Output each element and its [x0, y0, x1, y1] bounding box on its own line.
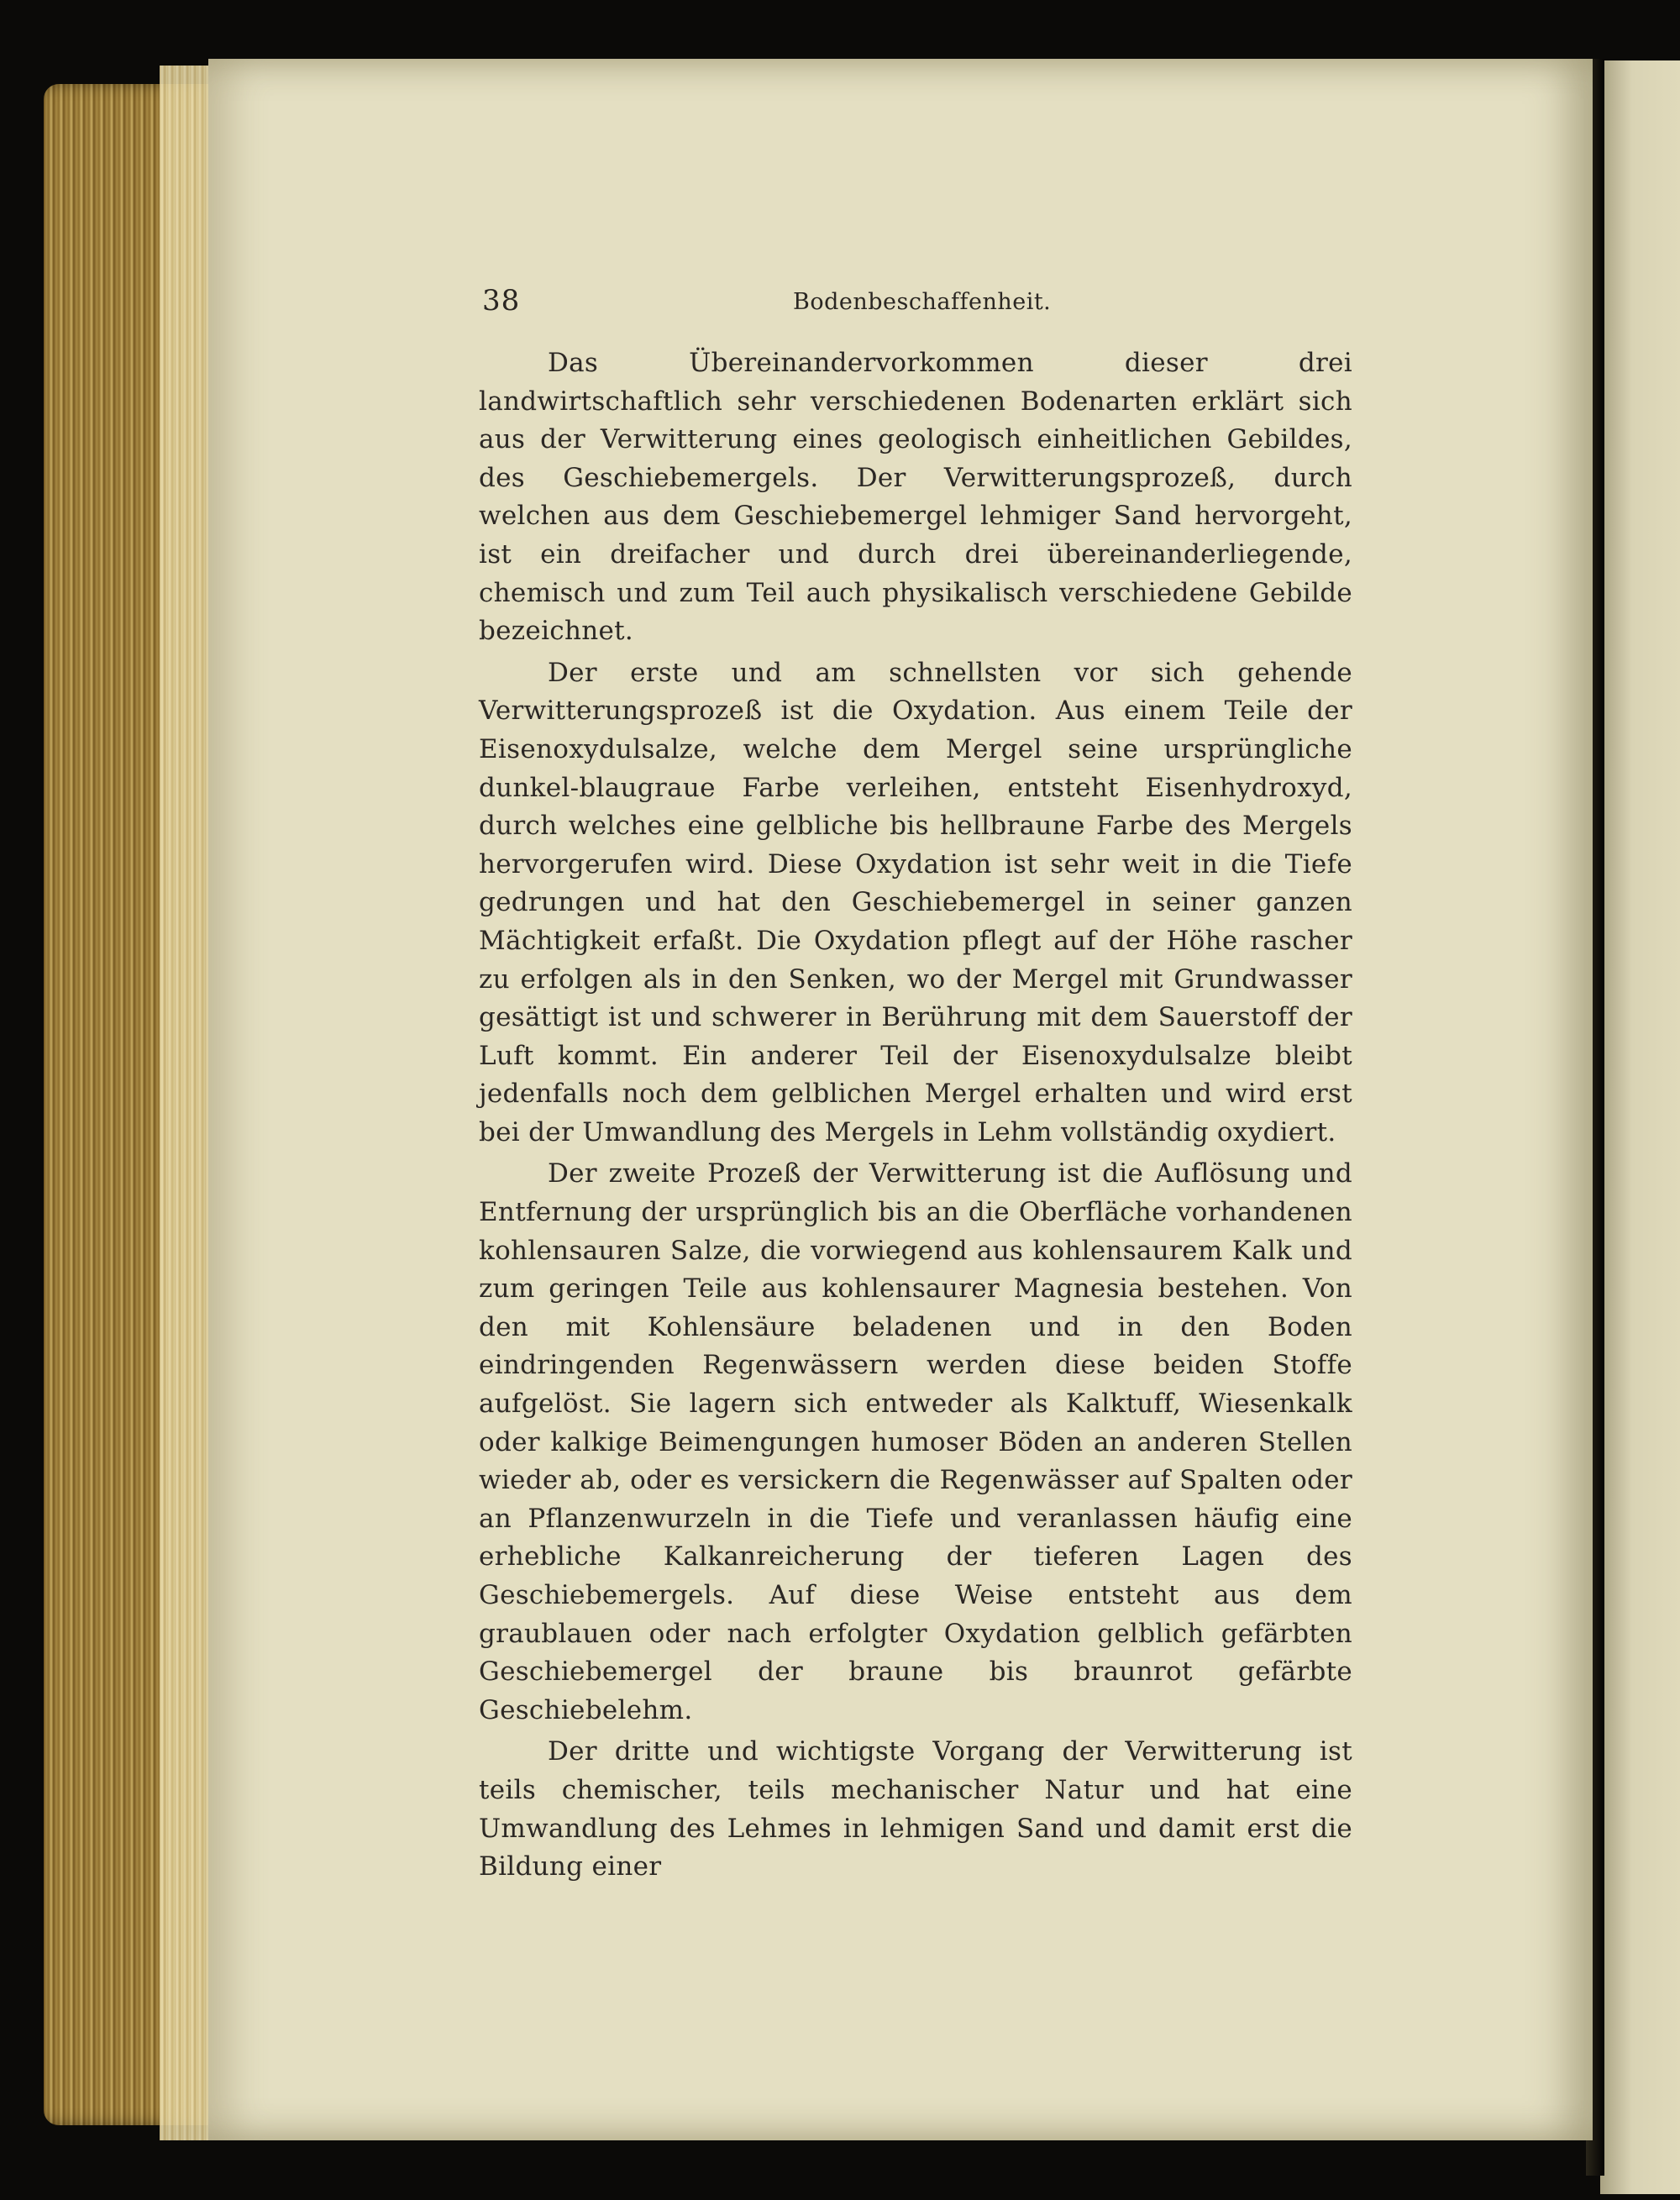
running-head: Bodenbeschaffenheit.: [793, 289, 1052, 315]
facing-page-edge: [1600, 60, 1680, 2194]
page-header: [475, 284, 1357, 324]
paragraph-1: Das Übereinandervorkommen dieser drei landwirtschaftlich sehr verschiedenen Bodenarten erklärt sich aus der Verwitterung eines geologisch einheitlichen Gebildes, des Geschiebemergels. Der Verwitterungsprozeß, durch welchen aus dem Geschiebemergel lehmiger Sand hervorgeht, ist ein dreifacher und durch drei übereinanderliegende, chemisch und zum Teil auch physikalisch verschiedene Gebilde bezeichnet.: [479, 348, 1352, 647]
body-text: [479, 344, 1352, 1890]
page-number: 38: [482, 284, 521, 318]
paragraph-3: Der zweite Prozeß der Verwitterung ist die Auflösung und Entfernung der ursprünglich bis an die Oberfläche vorhandenen kohlensauren Salze, die vorwiegend aus kohlensaurem Kalk und zum geringen Teile aus kohlensaurer Magnesia bestehen. Von den mit Kohlensäure beladenen und in den Boden eindringenden Regenwässern werden diese beiden Stoffe aufgelöst. Sie lagern sich entweder als Kalktuff, Wiesenkalk oder kalkige Beimengungen humoser Böden an anderen Stellen wieder ab, oder es versickern die Regenwässer auf Spalten oder an Pflanzenwurzeln in die Tiefe und veranlassen häufig eine erhebliche Kalkanreicherung der tieferen Lagen des Geschiebemergels. Auf diese Weise entsteht aus dem graublauen oder nach erfolgter Oxydation gelblich gefärbten Geschiebemergel der braune bis braunrot gefärbte Geschiebelehm.: [479, 1158, 1352, 1725]
paragraph-4: Der dritte und wichtigste Vorgang der Verwitterung ist teils chemischer, teils mechanischer Natur und hat eine Umwandlung des Lehmes in lehmigen Sand und damit erst die Bildung einer: [479, 1736, 1352, 1882]
book-page-edges-light: [160, 66, 210, 2140]
paragraph-2: Der erste und am schnellsten vor sich gehende Verwitterungsprozeß ist die Oxydation. Aus einem Teile der Eisenoxydulsalze, welche dem Mergel seine ursprüngliche dunkel-blaugraue Farbe verleihen, entsteht Eisenhydroxyd, durch welches eine gelbliche bis hellbraune Farbe des Mergels hervorgerufen wird. Diese Oxydation ist sehr weit in die Tiefe gedrungen und hat den Geschiebemergel in seiner ganzen Mächtigkeit erfaßt. Die Oxydation pflegt auf der Höhe rascher zu erfolgen als in den Senken, wo der Mergel mit Grundwasser gesättigt ist und schwerer in Berührung mit dem Sauerstoff der Luft kommt. Ein anderer Teil der Eisenoxydulsalze bleibt jedenfalls noch dem gelblichen Mergel erhalten und wird erst bei der Umwandlung des Mergels in Lehm vollständig oxydiert.: [479, 657, 1352, 1147]
